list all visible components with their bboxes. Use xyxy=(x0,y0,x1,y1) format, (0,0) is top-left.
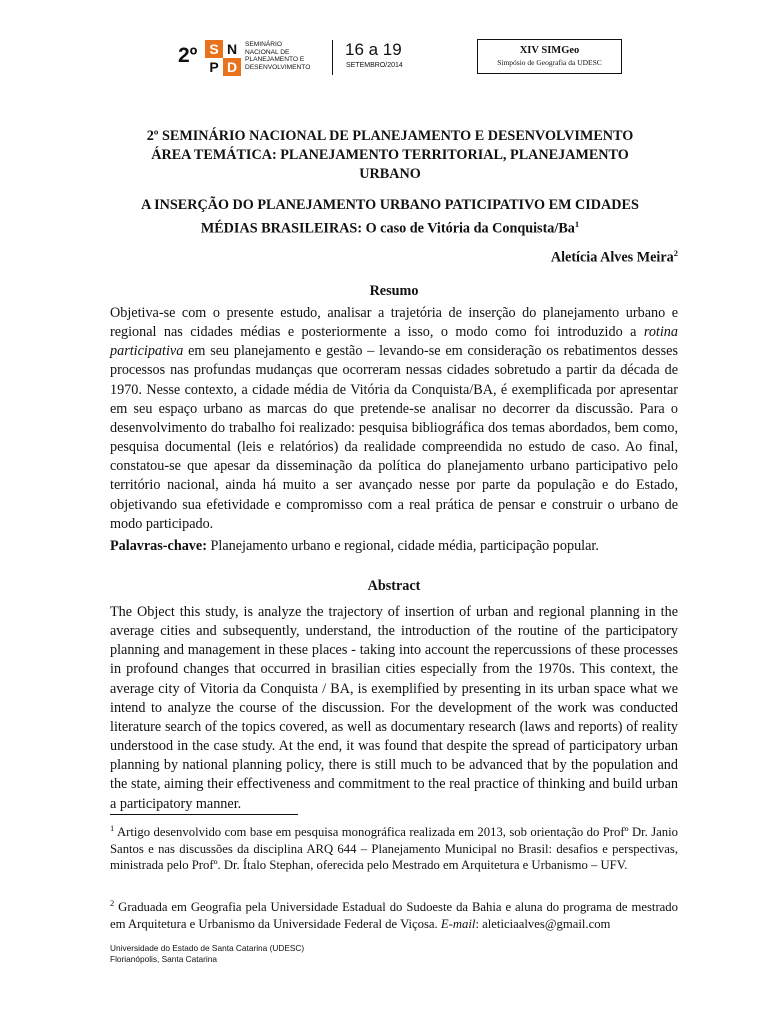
footnote-2 xyxy=(110,895,678,932)
paper-title-line-2 xyxy=(100,215,680,239)
logo-letter-d: D xyxy=(223,58,241,76)
seminar-title-line: URBANO xyxy=(359,166,421,182)
page-header xyxy=(0,0,770,90)
logo-letter-s: S xyxy=(205,40,223,58)
resumo-text-part: em seu planejamento e gestão – levando-se em consideração os rebatimentos desses processos nas profundas mudanças que ocorreram nessas cidades sobretudo a partir da década de 1970. Nesse contexto, a cidade média de Vitória da Conquista/BA, é exemplificada por apresentar em seu espaço urbano as marcas do que pretende-se analisar no decorrer da discussão. Para o desenvolvimento do trabalho foi realizado: pesquisa bibliográfica dos temas abordados, bem como, pesquisa documental (leis e relatórios) da realidade compreendida no estudo de caso. Ao final, constatou-se que apesar da disseminação da política do planejamento urbano participativo pelo território nacional, ainda há muito a ser avançado nesse por parte da população e do Estado, objetivando sua efetividade e compromisso com a real prática de pensar e construir o urbano de modo participado. xyxy=(110,343,678,532)
footnote-1 xyxy=(110,820,678,874)
abstract-text: The Object this study, is analyze the trajectory of insertion of urban and regional planning in the average cities and subsequently, understand, the introduction of the routine of the participatory planning and management in these places - taking into account the repercussions of these processes in profound changes that occurred in brasilian cities especially from the 1970s. This context, the average city of Vitoria da Conquista / BA, is exemplified by presenting in its urban space what we intend to analyze the course of the discussion. For the development of the work was conducted literature search of the topics covered, as well as documentary research (laws and reports) of reality understood in the case study. At the end, it was found that despite the spread of participatory urban planning by national planning policy, there is still much to be advanced that by the population and the state, aiming their effectiveness and commitment to the real practice of thinking and build urban a participatory manner. xyxy=(110,604,678,812)
abstract-heading: Abstract xyxy=(367,578,421,594)
logo-letter-n: N xyxy=(223,40,241,58)
author-name xyxy=(551,248,678,267)
footnote-ref-2: 2 xyxy=(673,248,678,258)
footnote-1-text: Artigo desenvolvido com base em pesquisa monográfica realizada em 2013, sob orientação do Profº Dr. Janio Santos e nas discussões da disciplina ARQ 644 – Planejamento Municipal no Brasil: desafios e perspectivas, ministrada pelo Profº. Dr. Ítalo Stephan, oferecida pelo Mestrado em Arquitetura e Urbanismo – UFV. xyxy=(110,825,678,873)
footnote-2-email-sep: : xyxy=(475,916,479,931)
resumo-text xyxy=(110,304,678,534)
logo-word: NACIONAL DE xyxy=(245,48,290,56)
resumo-text-part: Objetiva-se com o presente estudo, analisar a trajetória de inserção do planejamento urbano e regional nas cidades médias e posteriormente a isso, o modo como foi introduzido a xyxy=(110,305,678,341)
event-dates: 16 a 19 xyxy=(345,40,402,59)
seminar-title xyxy=(100,127,680,184)
paper-title-text: MÉDIAS BRASILEIRAS: O caso de Vitória da Conquista/Ba xyxy=(200,220,575,237)
footnote-2-text: Graduada em Geografia pela Universidade Estadual do Sudoeste da Bahia e aluna do programa de mestrado em Arquitetura e Urbanismo da Universidade Federal de Viçosa. xyxy=(110,900,678,931)
event-month: SETEMBRO/2014 xyxy=(346,62,403,69)
footnote-2-mark: 2 xyxy=(110,898,115,908)
footnote-2-email: aleticiaalves@gmail.com xyxy=(482,916,611,931)
resumo-text-italic: rotina participativa xyxy=(110,324,678,360)
resumo-heading: Resumo xyxy=(369,283,419,299)
paper-title-line: A INSERÇÃO DO PLANEJAMENTO URBANO PATICIPATIVO EM CIDADES xyxy=(141,197,639,213)
keywords-label: Palavras-chave: xyxy=(110,538,207,554)
footnote-rule xyxy=(110,814,298,815)
simgeo-title: XIV SIMGeo xyxy=(519,45,580,56)
footer-line: Universidade do Estado de Santa Catarina (UDESC) xyxy=(110,943,305,953)
logo-letter-p: P xyxy=(205,58,223,76)
snpd-logo xyxy=(205,40,241,76)
logo-word: PLANEJAMENTO E xyxy=(245,56,305,64)
footer-line: Florianópolis, Santa Catarina xyxy=(110,954,217,964)
page-footer xyxy=(110,943,304,965)
seminar-title-line: ÁREA TEMÁTICA: PLANEJAMENTO TERRITORIAL, PLANEJAMENTO xyxy=(151,147,629,163)
logo-word: DESENVOLVIMENTO xyxy=(245,63,311,71)
footnote-ref-1: 1 xyxy=(574,219,580,229)
logo-words xyxy=(245,41,310,71)
seminar-title-line: 2º SEMINÁRIO NACIONAL DE PLANEJAMENTO E DESENVOLVIMENTO xyxy=(146,128,634,144)
author-text: Aletícia Alves Meira xyxy=(550,249,674,266)
simgeo-box xyxy=(477,39,622,74)
logo-number: 2º xyxy=(178,44,198,67)
footnote-1-mark: 1 xyxy=(110,823,115,833)
footnote-2-email-label: E-mail xyxy=(440,916,476,931)
paper-title xyxy=(100,196,680,239)
logo-word: SEMINÁRIO xyxy=(245,41,283,48)
keywords xyxy=(110,538,678,555)
simgeo-subtitle: Simpósio de Geografia da UDESC xyxy=(497,58,602,67)
keywords-text: Planejamento urbano e regional, cidade média, participação popular. xyxy=(206,538,599,554)
header-divider xyxy=(332,40,333,75)
